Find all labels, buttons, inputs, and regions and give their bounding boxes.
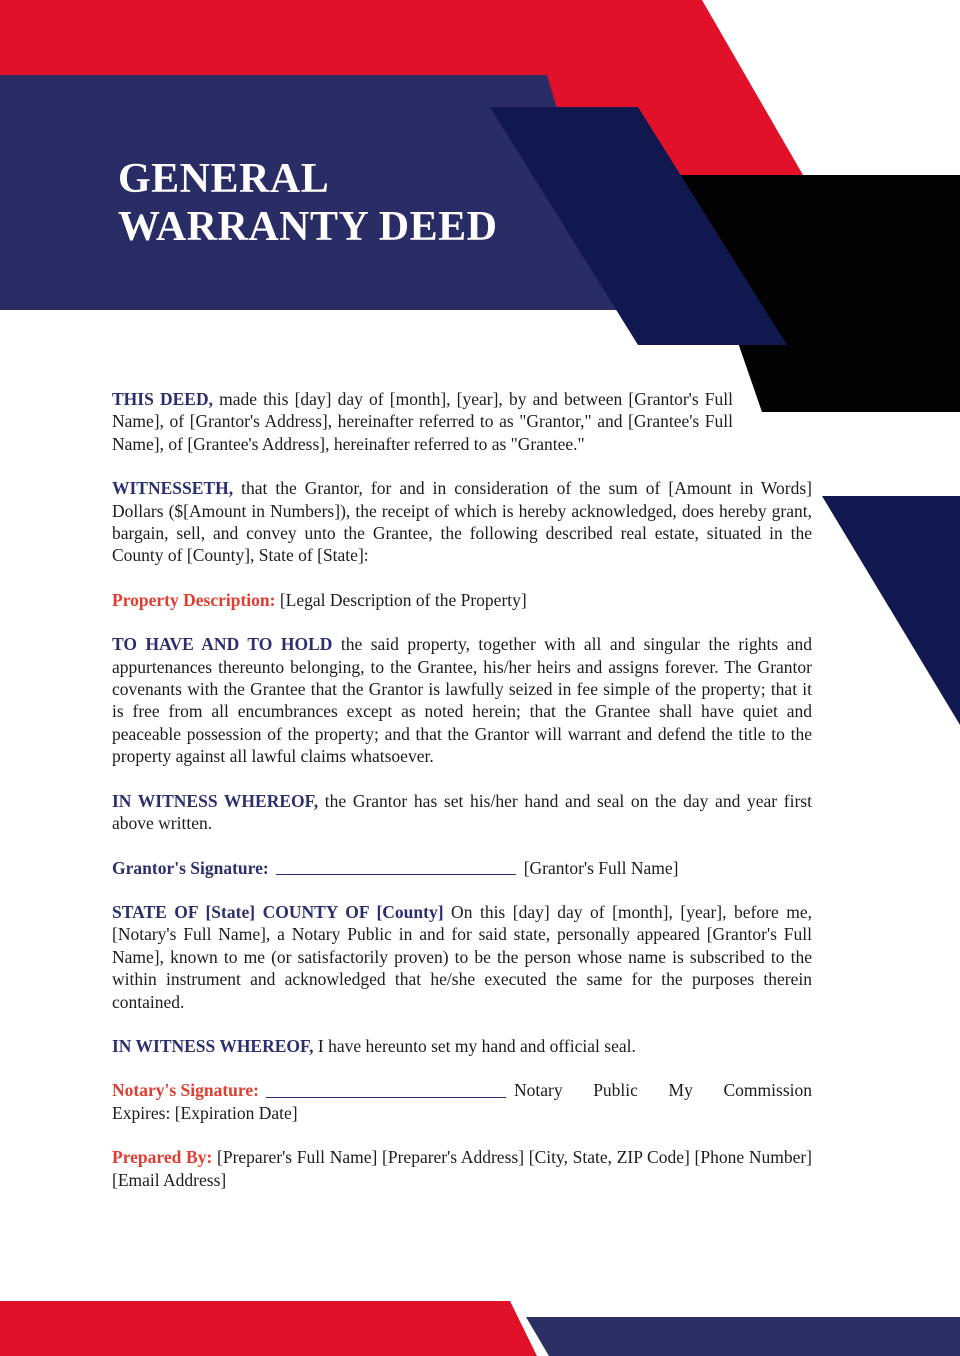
witness-grantor-lead: IN WITNESS WHEREOF, [112,790,319,811]
grantor-signature-block [112,857,812,879]
witness-notary-lead: IN WITNESS WHEREOF, [112,1035,314,1056]
document-body [112,388,812,1213]
paragraph-prepared-by [112,1146,812,1191]
paragraph-witness-notary [112,1035,812,1057]
notary-signature-block [112,1079,812,1124]
property-description-label: Property Description: [112,589,276,610]
habendum-lead: TO HAVE AND TO HOLD [112,634,333,655]
deed-text: made this [day] day of [month], [year], by and between [Grantor's Full Name], of [Grantor's Address], hereinafter referred to as "Grantor," and [Grantee's Full Name], of [Grantee's Address], hereinafter referred to as "Grantee." [112,389,733,454]
title-line-2: WARRANTY DEED [118,204,498,250]
witness-notary-text: I have hereunto set my hand and official seal. [313,1035,636,1056]
paragraph-witness-grantor [112,790,812,835]
grantor-signature-label: Grantor's Signature: [112,857,269,878]
deed-lead: THIS DEED, [112,389,213,409]
notary-commission-text: Notary Public My Commission [513,1080,812,1101]
witnesseth-lead: WITNESSETH, [112,478,234,499]
grantor-name-placeholder: [Grantor's Full Name] [523,857,679,878]
state-county-text: On this [day] day of [month], [year], before me, [Notary's Full Name], a Notary Public in and for said state, personally appeared [Grantor's Full Name], known to me (or satisfactorily proven) to be the person whose name is subscribed to the within instrument and acknowledged that he/she executed the same for the purposes therein contained. [112,901,812,1012]
notary-signature-line [112,1079,812,1101]
paragraph-habendum [112,633,812,767]
paragraph-witnesseth [112,477,812,567]
grantor-signature-blank-line [276,873,516,875]
paragraph-deed [112,388,733,455]
habendum-text: the said property, together with all and singular the rights and appurtenances thereunto belonging, to the Grantee, his/her heirs and assigns forever. The Grantor covenants with the Grantee that the Grantor is lawfully seized in fee simple of the property; that it is free from all encumbrances except as noted herein; that the Grantee shall have quiet and peaceable possession of the property; and that the Grantor will warrant and defend the title to the property against all lawful claims whatsoever. [112,634,812,767]
property-description-text: [Legal Description of the Property] [275,589,527,610]
paragraph-property-description [112,589,812,611]
notary-signature-blank-line [266,1096,506,1098]
document-title [118,155,497,251]
paragraph-state-county [112,901,812,1013]
witnesseth-text: that the Grantor, for and in consideration of the sum of [Amount in Words] Dollars ($[Amount in Numbers]), the receipt of which is hereby acknowledged, does hereby grant, bargain, sell, and convey unto the Grantee, the following described real estate, situated in the County of [County], State of [State]: [112,478,812,566]
state-county-lead: STATE OF [State] COUNTY OF [County] [112,901,444,922]
prepared-by-label: Prepared By: [112,1147,213,1168]
prepared-by-text: [Preparer's Full Name] [Preparer's Address] [City, State, ZIP Code] [Phone Number] [Email Address] [112,1147,812,1190]
grantor-signature-line [112,857,812,879]
notary-expires-text: Expires: [Expiration Date] [112,1102,298,1123]
witness-grantor-text: the Grantor has set his/her hand and seal on the day and year first above written. [112,790,812,834]
title-line-1: GENERAL [118,156,330,202]
notary-signature-label: Notary's Signature: [112,1080,259,1101]
